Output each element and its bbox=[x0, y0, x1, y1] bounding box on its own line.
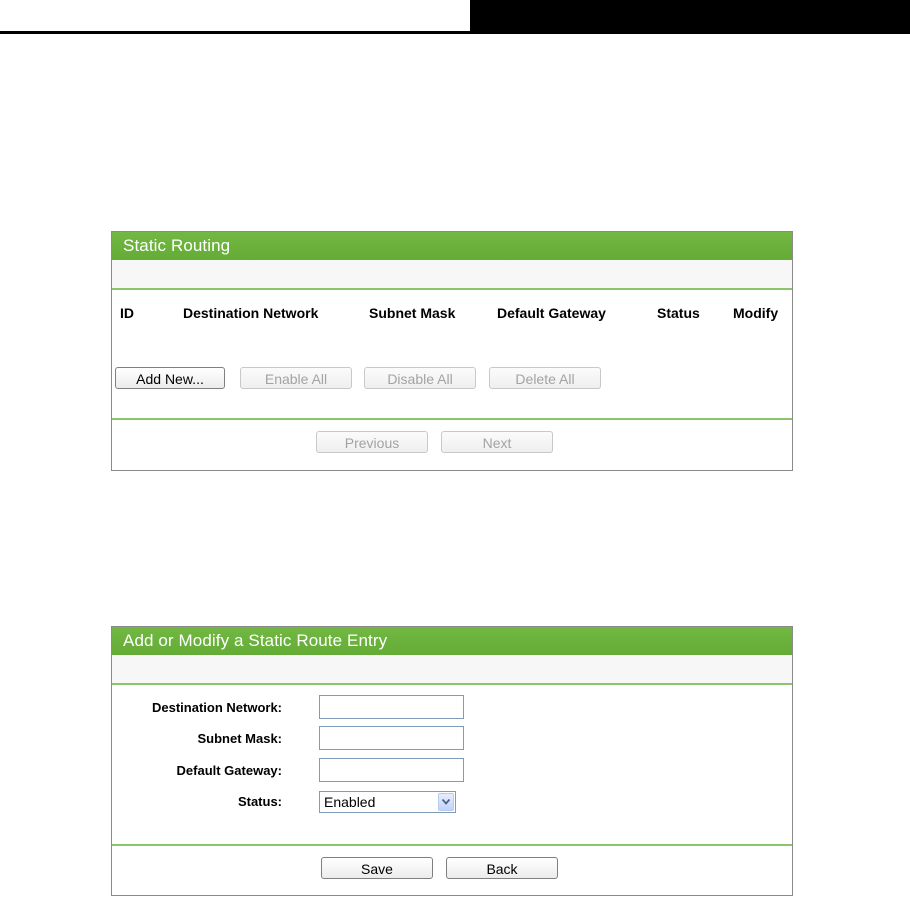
static-routing-panel bbox=[111, 231, 793, 471]
panel-subheader bbox=[112, 655, 792, 683]
route-entry-body bbox=[112, 685, 792, 895]
destination-network-label: Destination Network: bbox=[151, 700, 282, 715]
divider bbox=[112, 844, 792, 846]
column-status: Status bbox=[657, 305, 700, 321]
column-subnet-mask: Subnet Mask bbox=[369, 305, 456, 321]
enable-all-button[interactable]: Enable All bbox=[240, 367, 352, 389]
previous-button[interactable]: Previous bbox=[316, 431, 428, 453]
column-default-gateway: Default Gateway bbox=[497, 305, 606, 321]
column-modify: Modify bbox=[733, 305, 779, 321]
top-banner bbox=[470, 0, 910, 34]
destination-network-input[interactable] bbox=[319, 695, 464, 719]
disable-all-button[interactable]: Disable All bbox=[364, 367, 476, 389]
delete-all-button[interactable]: Delete All bbox=[489, 367, 601, 389]
divider bbox=[112, 418, 792, 420]
add-new-button[interactable]: Add New... bbox=[115, 367, 225, 389]
route-entry-panel bbox=[111, 626, 793, 896]
subnet-mask-input[interactable] bbox=[319, 726, 464, 750]
column-destination-network: Destination Network bbox=[183, 305, 319, 321]
static-routing-title: Static Routing bbox=[112, 232, 792, 260]
column-id: ID bbox=[120, 305, 134, 321]
subnet-mask-label: Subnet Mask: bbox=[197, 731, 282, 746]
save-button[interactable]: Save bbox=[321, 857, 433, 879]
route-entry-title: Add or Modify a Static Route Entry bbox=[112, 627, 792, 655]
status-label: Status: bbox=[237, 794, 282, 809]
panel-subheader bbox=[112, 260, 792, 288]
status-select-value: Enabled bbox=[324, 794, 376, 810]
default-gateway-input[interactable] bbox=[319, 758, 464, 782]
chevron-down-icon[interactable] bbox=[438, 793, 454, 811]
status-select[interactable] bbox=[319, 791, 456, 813]
back-button[interactable]: Back bbox=[446, 857, 558, 879]
top-rule bbox=[0, 31, 470, 34]
next-button[interactable]: Next bbox=[441, 431, 553, 453]
default-gateway-label: Default Gateway: bbox=[176, 763, 282, 778]
static-routing-body bbox=[112, 290, 792, 470]
